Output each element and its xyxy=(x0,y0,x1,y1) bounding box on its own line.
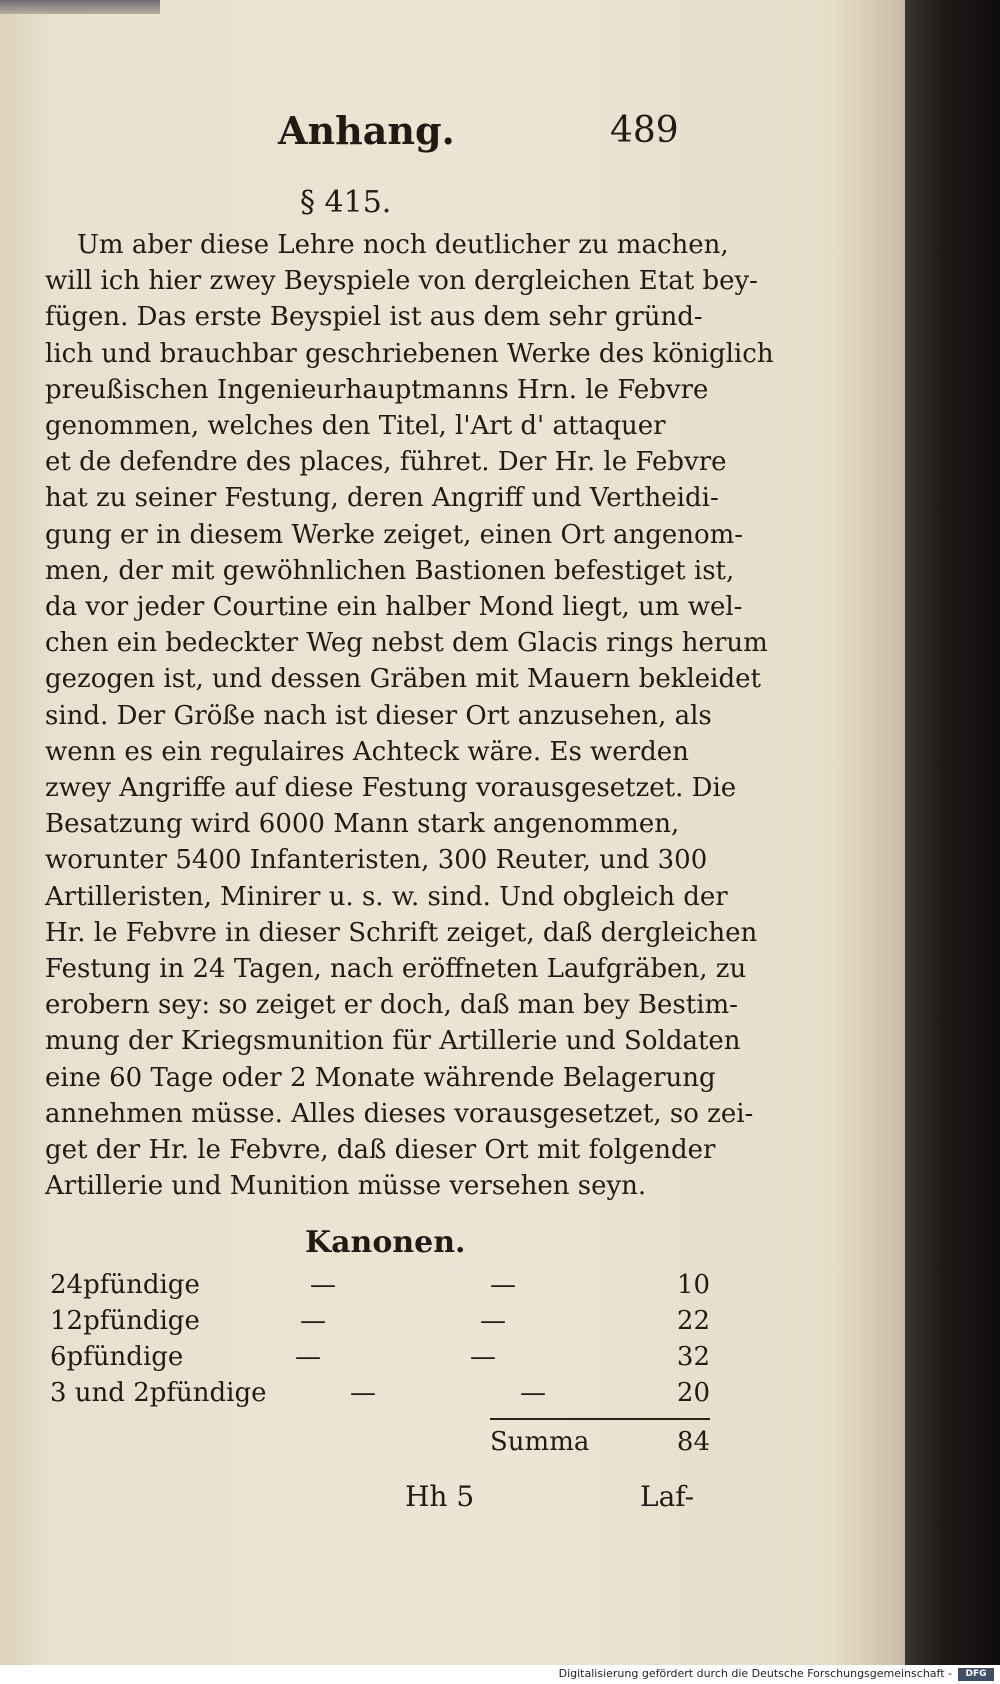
text-line: get der Hr. le Febvre, daß dieser Ort mit folgender xyxy=(45,1135,716,1166)
section-number: § 415. xyxy=(300,185,392,220)
text-line: annehmen müsse. Alles dieses vorausgesetzet, so zei- xyxy=(45,1098,754,1129)
text-line: men, der mit gewöhnlichen Bastionen befestiget ist, xyxy=(45,555,735,586)
text-line: sind. Der Größe nach ist dieser Ort anzusehen, als xyxy=(45,700,712,731)
table-row xyxy=(50,1378,710,1412)
text-line: Hr. le Febvre in dieser Schrift zeiget, daß dergleichen xyxy=(45,917,758,948)
dash-mark: — xyxy=(480,1306,506,1336)
dash-mark: — xyxy=(295,1342,321,1372)
row-value: 22 xyxy=(676,1306,710,1336)
dfg-logo: DFG xyxy=(958,1668,994,1681)
digitization-footer xyxy=(0,1665,1000,1684)
text-line: Um aber diese Lehre noch deutlicher zu machen, xyxy=(77,230,729,260)
text-line: et de defendre des places, führet. Der Hr. le Febvre xyxy=(45,447,727,478)
table-heading: Kanonen. xyxy=(305,1225,466,1260)
text-line: lich und brauchbar geschriebenen Werke des königlich xyxy=(45,338,774,369)
row-label: 24pfündige xyxy=(50,1270,200,1300)
summa-label: Summa xyxy=(490,1427,590,1457)
dash-mark: — xyxy=(300,1306,326,1336)
row-label: 6pfündige xyxy=(50,1342,184,1372)
row-label: 3 und 2pfündige xyxy=(50,1378,267,1408)
text-line: fügen. Das erste Beyspiel ist aus dem sehr gründ- xyxy=(45,302,703,333)
sum-rule xyxy=(490,1418,710,1420)
row-value: 10 xyxy=(676,1270,710,1300)
running-head: Anhang. xyxy=(278,108,455,153)
catchword: Laf- xyxy=(640,1480,695,1513)
dash-mark: — xyxy=(310,1270,336,1300)
text-line: zwey Angriffe auf diese Festung vorausgesetzet. Die xyxy=(45,773,737,804)
table-row xyxy=(50,1306,710,1340)
text-line: preußischen Ingenieurhauptmanns Hrn. le Febvre xyxy=(45,374,709,405)
table-row xyxy=(50,1270,710,1304)
page-number: 489 xyxy=(610,110,679,151)
dash-mark: — xyxy=(350,1378,376,1408)
text-line: worunter 5400 Infanteristen, 300 Reuter, und 300 xyxy=(45,845,708,876)
text-line: eine 60 Tage oder 2 Monate währende Belagerung xyxy=(45,1062,716,1093)
text-line: erobern sey: so zeiget er doch, daß man bey Bestim- xyxy=(45,990,738,1021)
text-line: hat zu seiner Festung, deren Angriff und Vertheidi- xyxy=(45,483,719,514)
row-value: 32 xyxy=(676,1342,710,1372)
row-value: 20 xyxy=(676,1378,710,1408)
text-line: Artilleristen, Minirer u. s. w. sind. Und obgleich der xyxy=(45,881,728,912)
text-line: Artillerie und Munition müsse versehen seyn. xyxy=(45,1171,647,1202)
dash-mark: — xyxy=(470,1342,496,1372)
scan-background-edge xyxy=(905,0,1000,1665)
row-label: 12pfündige xyxy=(50,1306,200,1336)
footer-credit: Digitalisierung gefördert durch die Deutsche Forschungsgemeinschaft - xyxy=(558,1667,952,1680)
text-line: mung der Kriegsmunition für Artillerie und Soldaten xyxy=(45,1026,741,1057)
text-line: gung er in diesem Werke zeiget, einen Ort angenom- xyxy=(45,519,744,550)
signature-mark: Hh 5 xyxy=(405,1480,475,1513)
text-line: will ich hier zwey Beyspiele von dergleichen Etat bey- xyxy=(45,266,758,297)
text-line: wenn es ein regulaires Achteck wäre. Es werden xyxy=(45,736,689,767)
table-row xyxy=(50,1342,710,1376)
body-paragraph xyxy=(45,227,774,1204)
text-line: Besatzung wird 6000 Mann stark angenommen, xyxy=(45,809,680,840)
page-edge-shadow xyxy=(0,0,160,14)
text-line: Festung in 24 Tagen, nach eröffneten Laufgräben, zu xyxy=(45,954,747,985)
text-line: gezogen ist, und dessen Gräben mit Mauern bekleidet xyxy=(45,664,761,695)
text-line: da vor jeder Courtine ein halber Mond liegt, um wel- xyxy=(45,592,743,623)
dash-mark: — xyxy=(520,1378,546,1408)
summa-value: 84 xyxy=(676,1427,710,1457)
text-line: chen ein bedeckter Weg nebst dem Glacis rings herum xyxy=(45,628,768,659)
dash-mark: — xyxy=(490,1270,516,1300)
text-line: genommen, welches den Titel, l'Art d' attaquer xyxy=(45,411,666,442)
